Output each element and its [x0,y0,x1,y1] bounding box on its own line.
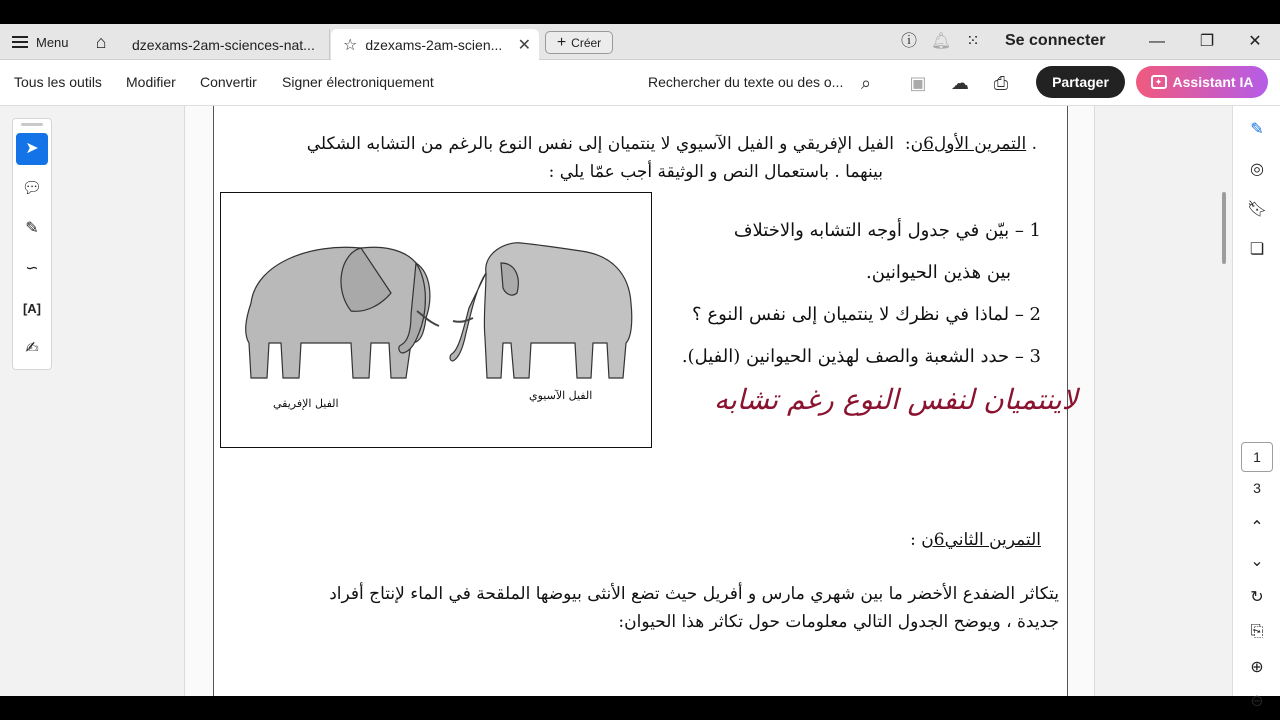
menu-label: Menu [36,34,69,50]
all-tools-menu[interactable]: Tous les outils [14,74,102,90]
pdf-page [213,106,1078,696]
tab-title: dzexams-2am-scien... [365,36,503,53]
exercise-2-heading-line: التمرين الثاني6ن : [910,530,1041,550]
help-icon[interactable]: ⓘ [900,33,917,50]
exercise-2-heading: التمرين الثاني6ن [921,530,1041,550]
convert-menu[interactable]: Convertir [200,74,257,90]
elephants-figure [220,192,652,448]
caption-african-elephant: الفيل الإفريقي [273,397,339,410]
sign-in-link[interactable]: Se connecter [1005,32,1106,49]
comment-icon[interactable]: 💬︎ [21,180,43,197]
exercise-1-heading: التمرين الأول6ن [910,134,1027,154]
bell-icon[interactable]: 🔔︎ [930,33,952,50]
exercise-1-line-2: بينهما . باستعمال النص و الوثيقة أجب عمّا يلي : [548,162,883,182]
freehand-draw-icon[interactable]: ∽ [25,260,39,277]
minimize-icon[interactable]: — [1149,33,1165,50]
exercise-2-line-2: جديدة ، ويوضح الجدول التالي معلومات حول تكاثر هذا الحيوان: [618,612,1059,632]
drag-handle[interactable] [21,123,43,126]
upload-cloud-icon[interactable]: ☁ [951,73,969,93]
comments-icon[interactable]: ◎ [1250,161,1264,178]
question-1-line-1: 1 – بيّن في جدول أوجه التشابه والاختلاف [733,220,1041,241]
ai-assistant-button[interactable] [1136,66,1268,98]
page-options-icon[interactable]: ⎘ [1250,623,1264,640]
edit-menu[interactable]: Modifier [126,74,176,90]
quick-tools-panel [12,118,52,370]
african-elephant-drawing [246,247,439,378]
fill-sign-icon[interactable]: ✍ [25,340,39,357]
highlight-pen-icon[interactable]: ✎ [25,220,39,237]
menu-button[interactable] [12,32,69,52]
tab-title: dzexams-2am-sciences-nat... [132,36,315,53]
search-icon[interactable]: ⌕ [860,73,872,93]
exercise-2-line-1: يتكاثر الضفدع الأخضر ما بين شهري مارس و أفريل حيث تضع الأنثى بيوضها الملقحة في الماء لإنتاج أفراد [329,584,1059,604]
plus-icon: + [556,33,567,51]
exercise-1-line-1: . التمرين الأول6ن: الفيل الإفريقي و الفيل الآسيوي لا ينتميان إلى نفس النوع بالرغم من التشابه الشكلي [306,134,1037,154]
exercise-1-text-1: الفيل الإفريقي و الفيل الآسيوي لا ينتميان إلى نفس النوع بالرغم من التشابه الشكلي [306,134,895,154]
main-toolbar [0,60,1280,106]
app-window [0,24,1280,710]
caption-asian-elephant: الفيل الآسيوي [529,389,593,402]
tab-document-1[interactable] [120,29,330,60]
home-icon[interactable]: ⌂ [95,32,107,52]
ai-assistant-label: Assistant IA [1172,74,1254,90]
apps-grid-icon[interactable]: ⁙ [966,33,980,50]
chevron-up-icon[interactable]: ⌃ [1250,519,1264,536]
hamburger-icon [12,36,28,48]
question-1-line-2: بين هذين الحيوانين. [866,262,1011,283]
question-3: 3 – حدد الشعبة والصف لهذين الحيوانين (الفيل). [681,346,1041,367]
edit-pdf-icon[interactable]: ✎ [1250,121,1264,138]
close-window-icon[interactable]: ✕ [1248,33,1262,50]
bookmark-icon[interactable]: 🔖︎ [1246,201,1268,218]
print-icon[interactable]: ⎙ [993,73,1009,93]
sign-menu[interactable]: Signer électroniquement [282,74,434,90]
text-box-icon[interactable]: [A] [22,301,42,316]
right-side-panel [1232,106,1280,710]
tab-bar [0,24,1280,60]
star-icon[interactable]: ☆ [343,36,358,54]
chevron-down-icon[interactable]: ⌄ [1250,553,1264,570]
zoom-in-icon[interactable]: ⊕ [1250,659,1264,676]
select-cursor-icon[interactable]: ➤ [16,133,48,165]
zoom-out-icon[interactable]: ⊖ [1250,693,1264,710]
search-field[interactable]: Rechercher du texte ou des o... [648,74,844,90]
refresh-icon[interactable]: ↻ [1250,589,1264,606]
create-label: Créer [571,35,602,50]
current-page-input[interactable]: 1 [1241,442,1273,472]
create-button[interactable] [545,31,613,54]
tab-document-2-active[interactable] [331,29,539,60]
close-tab-icon[interactable]: ✕ [517,36,531,54]
asian-elephant-drawing [450,243,632,378]
ai-icon: ✦ [1151,75,1167,89]
vertical-scrollbar-thumb[interactable] [1222,192,1226,264]
save-icon[interactable]: ▣ [909,73,927,93]
total-pages: 3 [1253,480,1261,496]
document-workspace [0,106,1232,696]
share-button[interactable]: Partager [1036,66,1125,98]
restore-icon[interactable]: ❐ [1199,33,1215,50]
pages-icon[interactable]: ❏ [1249,241,1265,258]
handwritten-answer: لاينتميان لنفس النوع رغم تشابه [714,383,1078,416]
question-2: 2 – لماذا في نظرك لا ينتميان إلى نفس النوع ؟ [692,304,1041,325]
